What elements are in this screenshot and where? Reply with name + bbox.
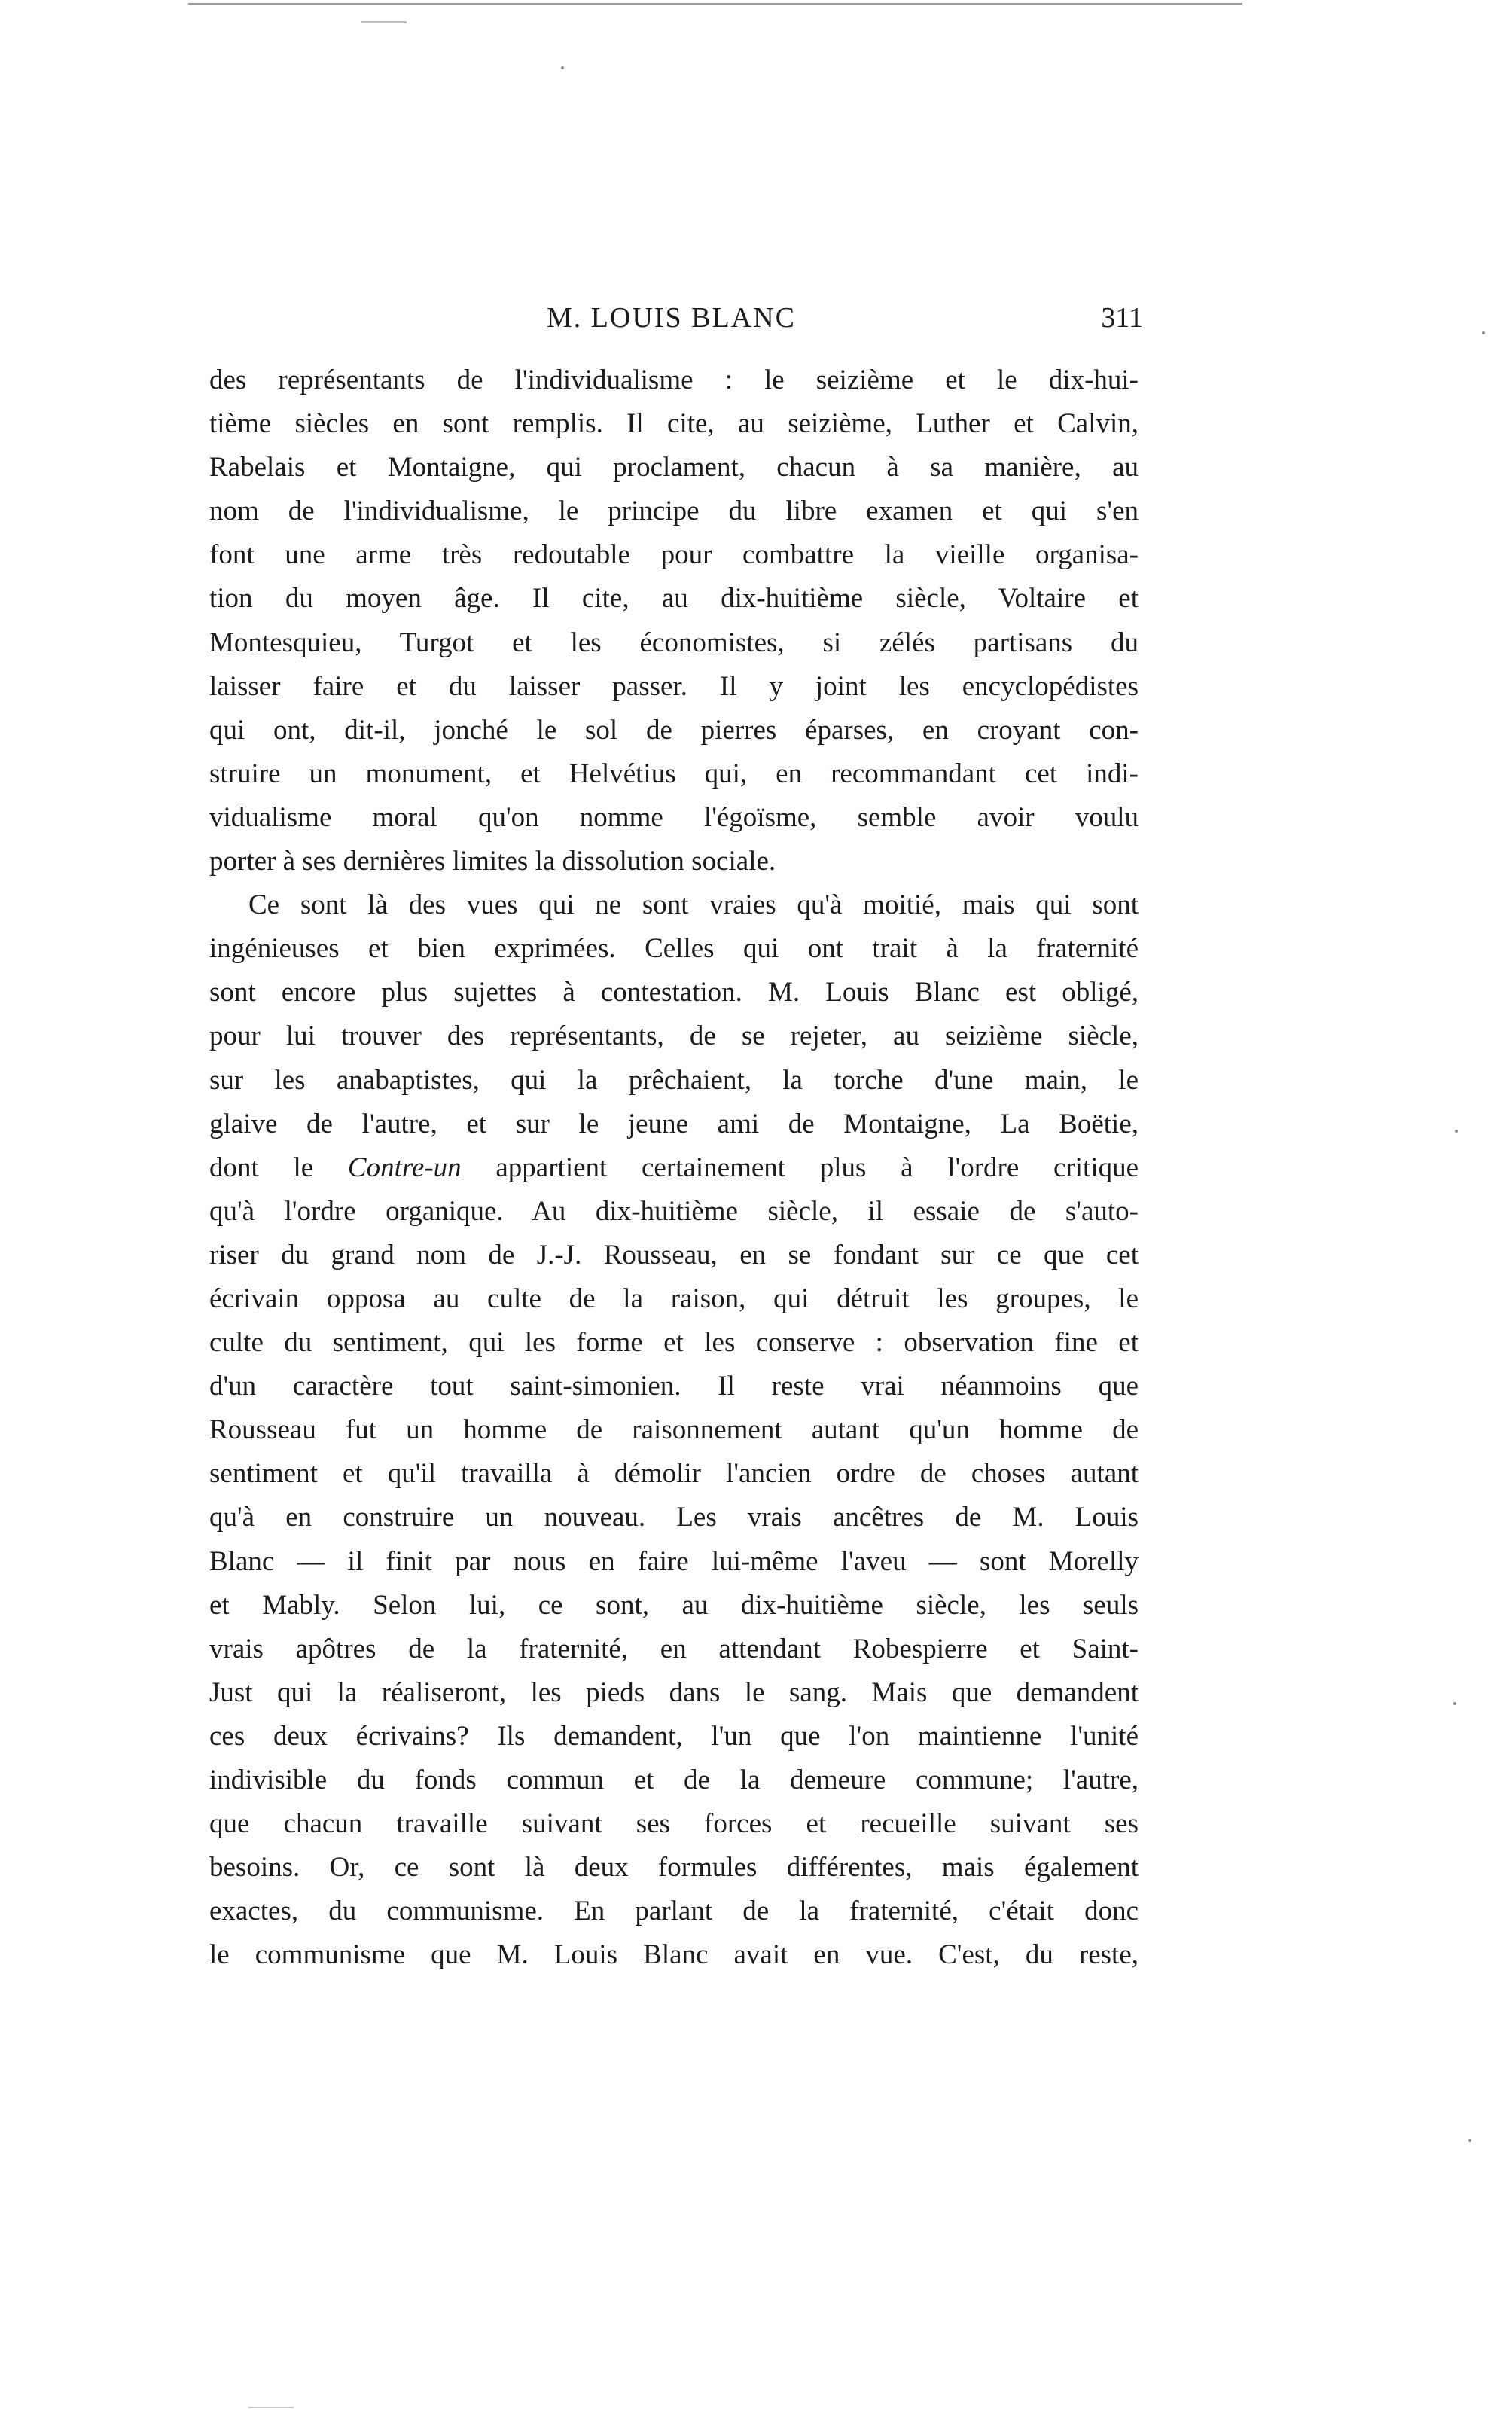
text-line xyxy=(209,1146,1139,1190)
text-line: sont encore plus sujettes à contestation. M. Louis Blanc est obligé, xyxy=(209,977,1139,1008)
text-line: tième siècles en sont remplis. Il cite, au seizième, Luther et Calvin, xyxy=(209,408,1139,440)
text-line: indivisible du fonds commun et de la demeure commune; l'autre, xyxy=(209,1765,1139,1795)
text-line: exactes, du communisme. En parlant de la fraternité, c'était donc xyxy=(209,1896,1139,1927)
scan-speck xyxy=(1482,331,1485,334)
text-line: porter à ses dernières limites la dissolution sociale. xyxy=(209,846,776,877)
text-line: struire un monument, et Helvétius qui, en recommandant cet indi- xyxy=(209,758,1139,789)
text-line: le communisme que M. Louis Blanc avait en vue. C'est, du reste, xyxy=(209,1939,1139,1971)
text-line: ces deux écrivains? Ils demandent, l'un que l'on maintienne l'unité xyxy=(209,1720,1139,1752)
text-line: culte du sentiment, qui les forme et les conserve : observation fine et xyxy=(209,1327,1139,1359)
text-line: ingénieuses et bien exprimées. Celles qui ont trait à la fraternité xyxy=(209,933,1139,965)
text-line: vidualisme moral qu'on nomme l'égoïsme, semble avoir voulu xyxy=(209,801,1139,833)
text-line: des représentants de l'individualisme : le seizième et le dix-hui- xyxy=(209,365,1139,395)
text-line: glaive de l'autre, et sur le jeune ami de Montaigne, La Boëtie, xyxy=(209,1108,1139,1139)
text-line: écrivain opposa au culte de la raison, qui détruit les groupes, le xyxy=(209,1283,1139,1314)
scan-edge-line xyxy=(188,3,1242,5)
scan-speck xyxy=(1455,1130,1458,1133)
text-line: tion du moyen âge. Il cite, au dix-huitième siècle, Voltaire et xyxy=(209,583,1139,615)
text-line: qu'à l'ordre organique. Au dix-huitième siècle, il essaie de s'auto- xyxy=(209,1195,1139,1227)
text-line: Blanc — il finit par nous en faire lui-même l'aveu — sont Morelly xyxy=(209,1545,1139,1577)
text-line: Just qui la réaliseront, les pieds dans le sang. Mais que demandent xyxy=(209,1676,1139,1708)
text-segment: dont le xyxy=(209,1152,314,1183)
text-line: font une arme très redoutable pour combattre la vieille organisa- xyxy=(209,539,1139,571)
scan-speck xyxy=(1453,1702,1456,1705)
text-line: laisser faire et du laisser passer. Il y joint les encyclopédistes xyxy=(209,670,1139,702)
text-line: nom de l'individualisme, le principe du libre examen et qui s'en xyxy=(209,496,1139,527)
text-line: pour lui trouver des représentants, de se rejeter, au seizième siècle, xyxy=(209,1020,1139,1052)
text-line: Montesquieu, Turgot et les économistes, si zélés partisans du xyxy=(209,627,1139,658)
text-line: Rabelais et Montaigne, qui proclament, chacun à sa manière, au xyxy=(209,452,1139,483)
text-line: sur les anabaptistes, qui la prêchaient, la torche d'une main, le xyxy=(209,1064,1139,1096)
body-text xyxy=(209,358,1139,1977)
running-head: M. LOUIS BLANC xyxy=(547,302,796,334)
text-line: riser du grand nom de J.-J. Rousseau, en se fondant sur ce que cet xyxy=(209,1239,1139,1271)
italic-title: Contre-un xyxy=(347,1152,462,1183)
page-number: 311 xyxy=(1101,302,1143,334)
text-line: que chacun travaille suivant ses forces et recueille suivant ses xyxy=(209,1808,1139,1840)
text-line: qu'à en construire un nouveau. Les vrais ancêtres de M. Louis xyxy=(209,1502,1139,1533)
text-line: qui ont, dit-il, jonché le sol de pierres éparses, en croyant con- xyxy=(209,714,1139,746)
scan-speck xyxy=(561,66,564,69)
text-line: d'un caractère tout saint-simonien. Il reste vrai néanmoins que xyxy=(209,1371,1139,1402)
page-header xyxy=(209,301,1143,346)
text-line: Ce sont là des vues qui ne sont vraies qu'à moitié, mais qui sont xyxy=(248,889,1139,921)
text-line: et Mably. Selon lui, ce sont, au dix-huitième siècle, les seuls xyxy=(209,1589,1139,1621)
text-segment: appartient certainement plus à l'ordre critique xyxy=(495,1152,1139,1183)
scan-speck xyxy=(1468,2139,1471,2142)
scan-edge-mark xyxy=(248,2407,294,2408)
text-line: sentiment et qu'il travailla à démolir l'ancien ordre de choses autant xyxy=(209,1458,1139,1490)
scan-edge-mark xyxy=(361,21,407,23)
text-line: besoins. Or, ce sont là deux formules différentes, mais également xyxy=(209,1852,1139,1884)
text-line: Rousseau fut un homme de raisonnement autant qu'un homme de xyxy=(209,1414,1139,1446)
text-line: vrais apôtres de la fraternité, en attendant Robespierre et Saint- xyxy=(209,1633,1139,1664)
